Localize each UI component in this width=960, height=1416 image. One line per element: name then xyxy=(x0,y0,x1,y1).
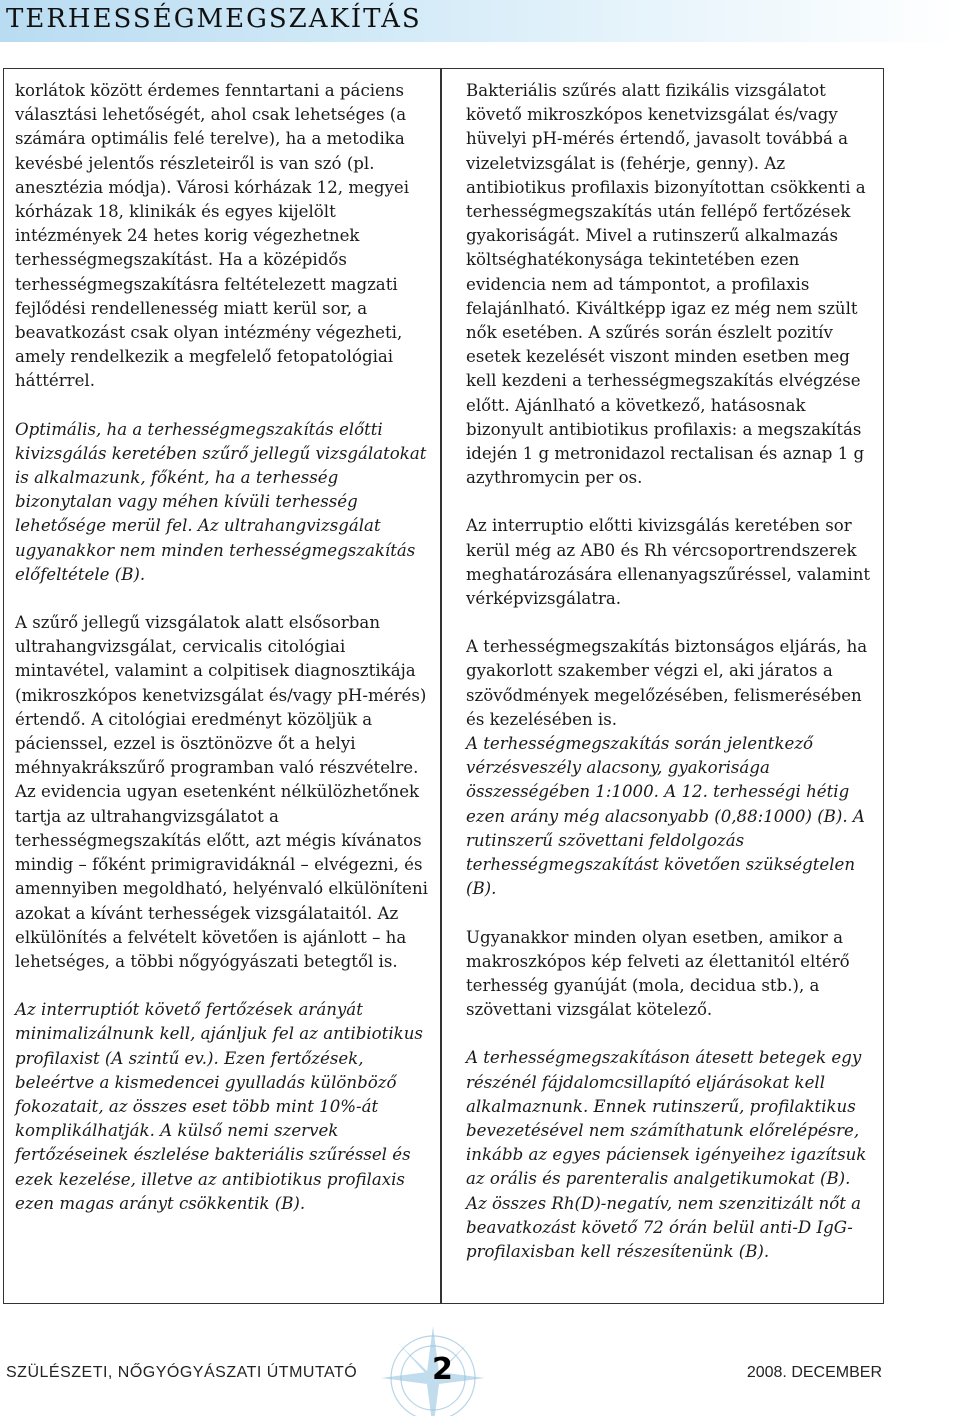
page-title: TERHESSÉGMEGSZAKÍTÁS xyxy=(6,4,422,34)
footer-date: 2008. DECEMBER xyxy=(746,1364,882,1381)
left-paragraph-3: A szűrő jellegű vizsgálatok alatt elsősorban ultrahangvizsgálat, cervicalis citológiai mintavétel, valamint a colpitisek diagnosztikája (mikroszkópos kenetvizsgálat és/vagy pH-mérés) értendő. A citológiai eredményt közöljük a pácienssel, ezzel is ösztönözve őt a helyi méhnyakrákszűrő programban való részvételre. Az evidencia ugyan esetenként nélkülözhetőnek tartja az ultrahangvizsgálatot a terhességmegszakítás előtt, azt mégis kívánatos mindig – főként primigravidáknál – elvégezni, és amennyiben megoldható, helyénvaló elkülöníteni azokat a kívánt terhességek vizsgálataitól. Az elkülönítés a felvételt követően is ajánlott – ha lehetséges, a többi nőgyógyászati betegtől is. xyxy=(15,613,428,971)
left-column xyxy=(3,68,441,1304)
footer-publication: SZÜLÉSZETI, NŐGYÓGYÁSZATI ÚTMUTATÓ xyxy=(6,1364,358,1381)
left-paragraph-4: Az interruptiót követő fertőzések arányát minimalizálnunk kell, ajánljuk fel az antibiotikus profilaxist (A szintű ev.). Ezen fertőzések, beleértve a kismedencei gyulladás különböző fokozatait, az összes eset több mint 10%-át komplikálhatják. A külső nemi szervek fertőzéseinek észlelése bakteriális szűréssel és ezek kezelése, illetve az antibiotikus profilaxis ezen magas arányt csökkentik (B). xyxy=(15,1000,423,1213)
right-paragraph-6: A terhességmegszakításon átesett betegek egy részénél fájdalomcsillapító eljárásokat kell alkalmaznunk. Ennek rutinszerű, profilaktikus bevezetésével nem számíthatunk előrelépésre, inkább az egyes páciensek igényeihez igazítsuk az orális és parenteralis analgetikumokat (B). xyxy=(466,1048,867,1189)
right-paragraph-5: Ugyanakkor minden olyan esetben, amikor a makroszkópos kép felveti az élettanitól eltérő terhesség gyanúját (mola, decidua stb.), a szövettani vizsgálat kötelező. xyxy=(466,927,850,1020)
right-paragraph-2: Az interruptio előtti kivizsgálás keretében sor kerül még az AB0 és Rh vércsoportrendszerek meghatározására ellenanyagszűréssel, valamint vérképvizsgálatra. xyxy=(466,516,871,609)
right-paragraph-1: Bakteriális szűrés alatt fizikális vizsgálatot követő mikroszkópos kenetvizsgálat és/vagy hüvelyi pH-mérés értendő, javasolt továbbá a vizeletvizsgálat is (fehérje, genny). Az antibiotikus profilaxis bizonyítottan csökkenti a terhességmegszakítás után fellépő fertőzések gyakoriságát. Mivel a rutinszerű alkalmazás költséghatékonysága tekintetében ezen evidencia nem ad támpontot, a profilaxis felajánlható. Kiváltképp igaz ez még nem szült nők esetében. A szűrés során észlelt pozitív esetek kezelését viszont minden esetben meg kell kezdeni a terhességmegszakítás elvégzése előtt. Ajánlható a következő, hatásosnak bizonyult antibiotikus profilaxis: a megszakítás idején 1 g metronidazol rectalisan és aznap 1 g azythromycin per os. xyxy=(466,81,866,488)
right-column xyxy=(441,68,884,1304)
header-bar xyxy=(0,0,960,42)
footer xyxy=(0,1352,960,1390)
right-paragraph-4: A terhességmegszakítás során jelentkező vérzésveszély alacsony, gyakorisága összességében 1:1000. A 12. terhességi hétig ezen arány még alacsonyabb (0,88:1000) (B). A rutinszerű szövettani feldolgozás terhességmegszakítást követően szükségtelen (B). xyxy=(466,734,865,899)
right-paragraph-3: A terhességmegszakítás biztonságos eljárás, ha gyakorlott szakember végzi el, aki járatos a szövődmények megelőzésében, felismerésében és kezelésében is. xyxy=(466,637,868,729)
left-paragraph-2: Optimális, ha a terhességmegszakítás előtti kivizsgálás keretében szűrő jellegű vizsgálatokat is alkalmazunk, főként, ha a terhesség bizonytalan vagy méhen kívüli terhesség lehetősége merül fel. Az ultrahangvizsgálat ugyanakkor nem minden terhességmegszakítás előfeltétele (B). xyxy=(15,419,427,584)
left-paragraph-1: korlátok között érdemes fenntartani a páciens választási lehetőségét, ahol csak lehetséges (a számára optimális felé terelve), ha a metodika kevésbé jelentős részleteiről is van szó (pl. anesztézia módja). Városi kórházak 12, megyei kórházak 18, klinikák és egyes kijelölt intézmények 24 hetes korig végezhetnek terhességmegszakítást. Ha a középidős terhességmegszakításra feltételezett magzati fejlődési rendellenesség miatt kerül sor, a beavatkozást csak olyan intézmény végezheti, amely rendelkezik a megfelelő fetopatológiai háttérrel. xyxy=(15,81,410,391)
right-paragraph-7: Az összes Rh(D)-negatív, nem szenzitizált nőt a beavatkozást követő 72 órán belül anti-D IgG-profilaxisban kell részesítenünk (B). xyxy=(466,1193,862,1261)
page-number: 2 xyxy=(432,1352,453,1387)
